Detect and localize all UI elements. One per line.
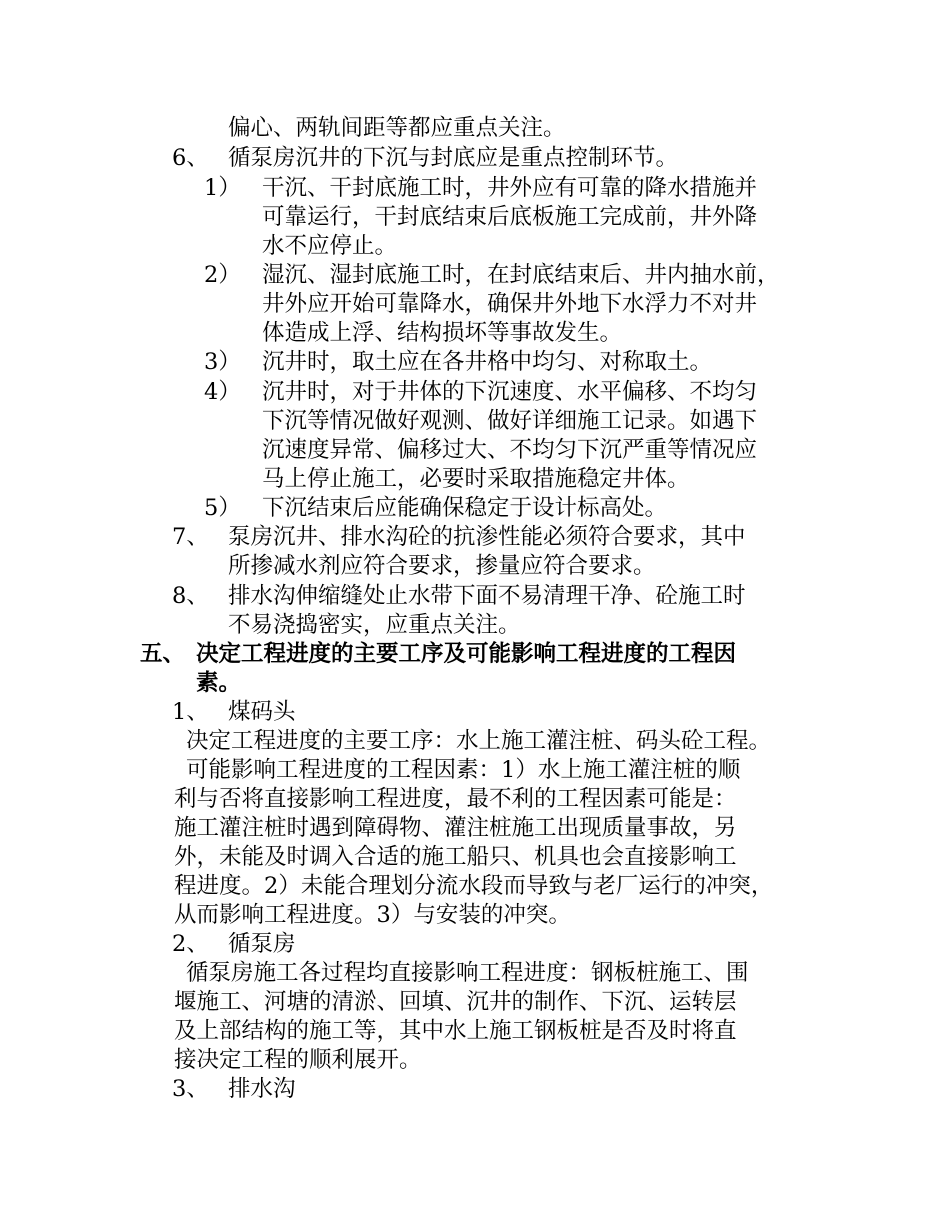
paragraph-line: 循泵房施工各过程均直接影响工程进度：钢板桩施工、围 (186, 960, 749, 986)
text-line: 沉井时，对于井体的下沉速度、水平偏移、不均匀 (262, 379, 758, 405)
text-line: 循泵房沉井的下沉与封底应是重点控制环节。 (228, 145, 679, 171)
text-line: 体造成上浮、结构损坏等事故发生。 (262, 320, 623, 346)
section-heading: 决定工程进度的主要工序及可能影响工程进度的工程因 (196, 641, 737, 667)
text-line: 水不应停止。 (262, 233, 398, 259)
text-line: 所掺减水剂应符合要求，掺量应符合要求。 (228, 553, 656, 579)
text-line: 沉速度异常、偏移过大、不均匀下沉严重等情况应 (262, 437, 758, 463)
paragraph-line: 可能影响工程进度的工程因素：1）水上施工灌注桩的顺 (186, 757, 741, 783)
list-number: 5） (204, 495, 241, 521)
text-line: 偏心、两轨间距等都应重点关注。 (228, 115, 566, 141)
list-number: 3、 (172, 1076, 209, 1102)
list-number: 6、 (172, 145, 209, 171)
subsection-title: 循泵房 (228, 931, 296, 957)
paragraph-line: 程进度。2）未能合理划分流水段而导致与老厂运行的冲突， (174, 873, 774, 899)
text-line: 不易浇捣密实，应重点关注。 (228, 612, 521, 638)
paragraph-line: 利与否将直接影响工程进度，最不利的工程因素可能是： (174, 786, 737, 812)
list-number: 3） (204, 349, 241, 375)
text-line: 湿沉、湿封底施工时，在封底结束后、井内抽水前， (262, 262, 780, 288)
text-line: 下沉结束后应能确保稳定于设计标高处。 (262, 495, 668, 521)
paragraph-line: 施工灌注桩时遇到障碍物、灌注桩施工出现质量事故，另 (174, 815, 737, 841)
list-number: 2、 (172, 931, 209, 957)
text-line: 井外应开始可靠降水，确保井外地下水浮力不对井 (262, 291, 758, 317)
list-number: 1） (204, 175, 241, 201)
paragraph-line: 从而影响工程进度。3）与安装的冲突。 (174, 902, 571, 928)
text-line: 沉井时，取土应在各井格中均匀、对称取土。 (262, 349, 713, 375)
paragraph-line: 外，未能及时调入合适的施工船只、机具也会直接影响工 (174, 844, 737, 870)
text-line: 泵房沉井、排水沟砼的抗渗性能必须符合要求，其中 (228, 524, 746, 550)
list-number: 1、 (172, 699, 209, 725)
text-line: 排水沟伸缩缝处止水带下面不易清理干净、砼施工时 (228, 583, 746, 609)
section-number: 五、 (140, 641, 186, 667)
list-number: 8、 (172, 583, 209, 609)
paragraph-line: 堰施工、河塘的清淤、回填、沉井的制作、下沉、运转层 (174, 989, 737, 1015)
text-line: 马上停止施工，必要时采取措施稳定井体。 (262, 466, 690, 492)
paragraph-line: 接决定工程的顺利展开。 (174, 1047, 422, 1073)
list-number: 2） (204, 262, 241, 288)
text-line: 下沉等情况做好观测、做好详细施工记录。如遇下 (262, 408, 758, 434)
text-line: 干沉、干封底施工时，井外应有可靠的降水措施并 (262, 175, 758, 201)
paragraph-line: 决定工程进度的主要工序：水上施工灌注桩、码头砼工程。 (186, 728, 772, 754)
subsection-title: 煤码头 (228, 699, 296, 725)
subsection-title: 排水沟 (228, 1076, 296, 1102)
text-line: 可靠运行，干封底结束后底板施工完成前，井外降 (262, 204, 758, 230)
paragraph-line: 及上部结构的施工等，其中水上施工钢板桩是否及时将直 (174, 1018, 737, 1044)
section-heading: 素。 (196, 670, 242, 696)
list-number: 7、 (172, 524, 209, 550)
list-number: 4） (204, 379, 241, 405)
